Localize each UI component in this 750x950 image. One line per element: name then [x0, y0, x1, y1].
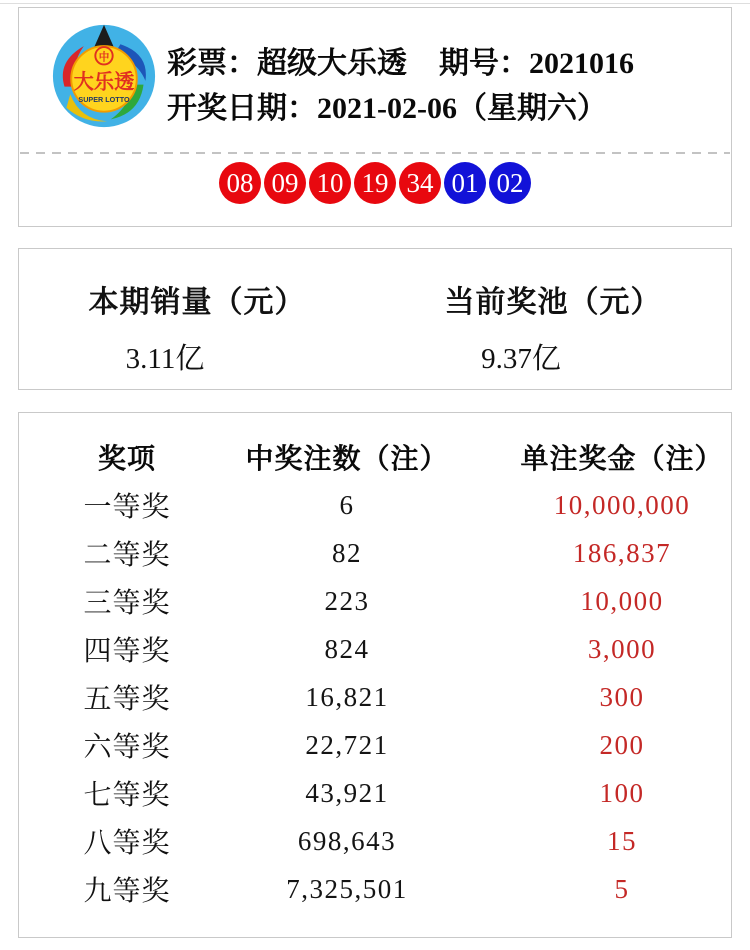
sales-stat — [19, 277, 375, 389]
draw-info-panel — [18, 7, 732, 227]
back-number-ball: 01 — [444, 162, 486, 204]
prize-amount: 15 — [607, 825, 637, 856]
prize-row — [19, 769, 731, 817]
sales-value: 3.11亿 — [125, 343, 205, 375]
prize-table-body — [19, 481, 731, 913]
draw-date-value: 2021-02-06 — [317, 92, 457, 125]
front-number-ball: 10 — [309, 162, 351, 204]
pool-label: 当前奖池（元） — [444, 286, 662, 319]
pool-value: 9.37亿 — [481, 343, 561, 375]
winner-count: 22,721 — [305, 729, 389, 760]
prize-amount: 100 — [599, 777, 645, 808]
winner-count: 16,821 — [305, 681, 389, 712]
draw-date-label: 开奖日期： — [167, 92, 317, 125]
stats-panel — [18, 248, 732, 390]
logo-title: 大乐透 — [73, 71, 135, 94]
prize-level: 六等奖 — [83, 731, 171, 762]
winner-count: 698,643 — [297, 825, 397, 856]
winner-count: 43,921 — [305, 777, 389, 808]
prize-amount: 3,000 — [587, 633, 657, 664]
page-top-divider — [0, 0, 750, 4]
prize-amount: 10,000,000 — [553, 489, 691, 520]
prize-row — [19, 577, 731, 625]
header-prize: 单注奖金（注） — [520, 443, 724, 474]
prize-row — [19, 481, 731, 529]
pool-stat — [375, 277, 731, 389]
prize-amount: 5 — [614, 873, 630, 904]
prize-row — [19, 721, 731, 769]
front-number-ball: 09 — [264, 162, 306, 204]
winner-count: 824 — [324, 633, 370, 664]
prize-row — [19, 625, 731, 673]
prize-row — [19, 865, 731, 913]
front-number-ball: 08 — [219, 162, 261, 204]
prize-level: 一等奖 — [83, 491, 171, 522]
draw-info-text — [167, 41, 634, 131]
draw-date-line — [167, 86, 634, 131]
winner-count: 82 — [332, 537, 362, 568]
issue-label: 期号： — [439, 47, 529, 80]
prize-amount: 10,000 — [580, 585, 664, 616]
header-count: 中奖注数（注） — [245, 443, 449, 474]
prize-table-header-row — [19, 433, 731, 481]
winning-numbers-row — [19, 162, 731, 204]
prize-table-panel — [18, 412, 732, 938]
front-number-ball: 34 — [399, 162, 441, 204]
prize-row — [19, 673, 731, 721]
super-lotto-logo-icon — [51, 23, 157, 129]
prize-level: 七等奖 — [83, 779, 171, 810]
winner-count: 6 — [339, 489, 355, 520]
prize-level: 五等奖 — [83, 683, 171, 714]
back-number-ball: 02 — [489, 162, 531, 204]
prize-level: 八等奖 — [83, 827, 171, 858]
prize-level: 二等奖 — [83, 539, 171, 570]
front-number-ball: 19 — [354, 162, 396, 204]
winner-count: 223 — [324, 585, 370, 616]
lottery-name: 彩票：超级大乐透 — [167, 47, 407, 80]
header-level: 奖项 — [97, 443, 156, 474]
prize-amount: 300 — [599, 681, 645, 712]
sales-label: 本期销量（元） — [88, 286, 306, 319]
prize-row — [19, 529, 731, 577]
winner-count: 7,325,501 — [286, 873, 408, 904]
super-lotto-logo — [51, 23, 157, 129]
prize-level: 四等奖 — [83, 635, 171, 666]
dashed-divider — [20, 152, 730, 154]
svg-text:中: 中 — [98, 51, 110, 64]
prize-amount: 200 — [599, 729, 645, 760]
issue-number: 2021016 — [529, 47, 634, 80]
logo-subtitle: SUPER LOTTO — [78, 95, 130, 105]
draw-date-weekday: （星期六） — [456, 92, 607, 125]
prize-amount: 186,837 — [572, 537, 672, 568]
lottery-name-line — [167, 41, 634, 86]
prize-level: 九等奖 — [83, 875, 171, 906]
prize-row — [19, 817, 731, 865]
prize-level: 三等奖 — [83, 587, 171, 618]
